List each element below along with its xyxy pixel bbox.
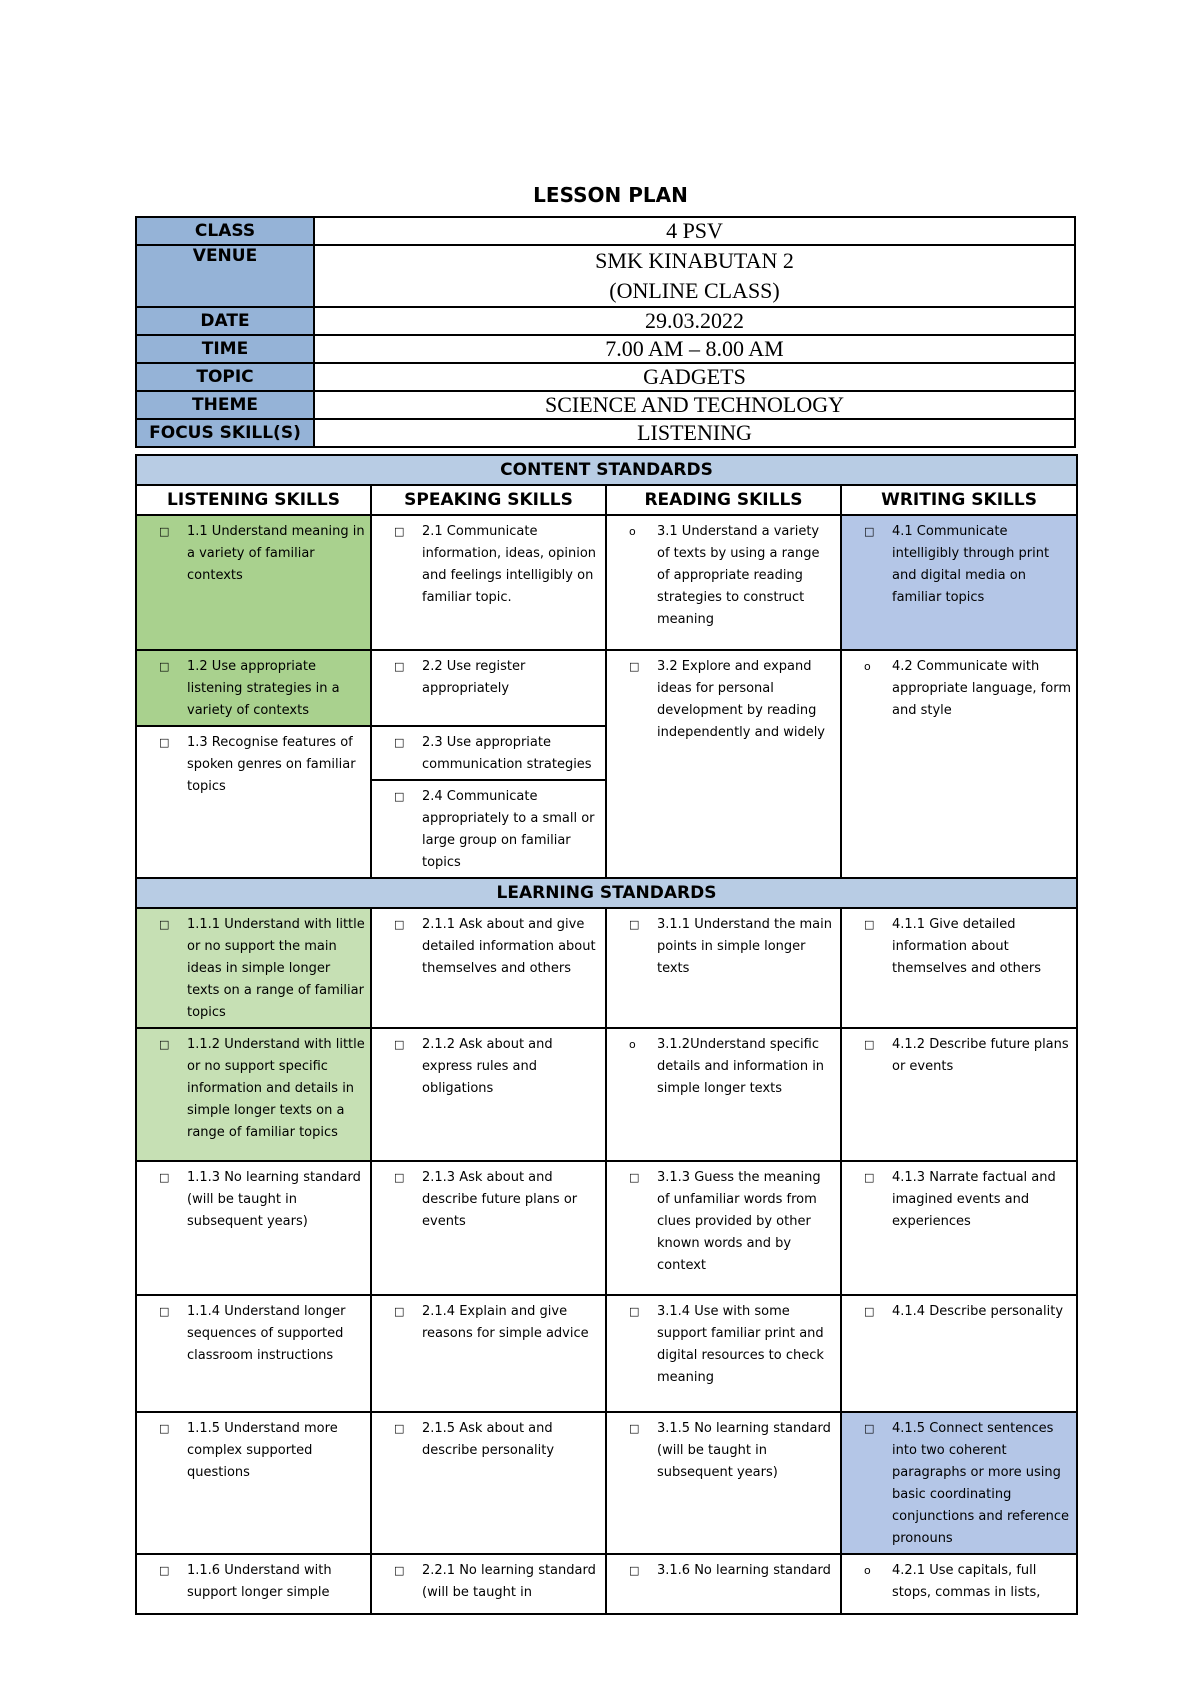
theme-label: THEME bbox=[136, 391, 314, 419]
square-bullet-icon: □ bbox=[864, 525, 875, 538]
square-bullet-icon: □ bbox=[629, 660, 640, 673]
square-bullet-icon: □ bbox=[159, 1305, 170, 1318]
content-standard-cell bbox=[136, 650, 371, 726]
content-standard-text: 2.2 Use register appropriately bbox=[422, 659, 526, 696]
learning-standard-cell bbox=[841, 1028, 1077, 1161]
square-bullet-icon: □ bbox=[864, 1038, 875, 1051]
lesson-info-table bbox=[135, 216, 1076, 448]
writing-skills-header: WRITING SKILLS bbox=[841, 485, 1077, 515]
learning-standard-cell bbox=[136, 1028, 371, 1161]
learning-standard-text: 1.1.2 Understand with little or no support specific information and details in simple longer texts on a range of familiar topics bbox=[187, 1037, 365, 1140]
learning-standard-text: 4.1.4 Describe personality bbox=[892, 1304, 1064, 1319]
circle-bullet-icon: o bbox=[864, 1564, 871, 1577]
date-value: 29.03.2022 bbox=[314, 307, 1075, 335]
listening-skills-header: LISTENING SKILLS bbox=[136, 485, 371, 515]
square-bullet-icon: □ bbox=[394, 1422, 405, 1435]
square-bullet-icon: □ bbox=[159, 736, 170, 749]
reading-skills-header: READING SKILLS bbox=[606, 485, 841, 515]
learning-standard-cell bbox=[136, 1295, 371, 1412]
learning-standard-cell bbox=[841, 1554, 1077, 1614]
learning-standard-text: 2.1.5 Ask about and describe personality bbox=[422, 1421, 555, 1458]
content-standard-text: 3.2 Explore and expand ideas for personal development by reading independently and widely bbox=[657, 659, 826, 740]
learning-standard-text: 4.2.1 Use capitals, full stops, commas in lists, bbox=[892, 1563, 1041, 1600]
content-standard-cell bbox=[606, 650, 841, 878]
venue-value: SMK KINABUTAN 2 (ONLINE CLASS) bbox=[314, 245, 1075, 307]
learning-standard-cell bbox=[606, 1161, 841, 1295]
learning-standard-cell bbox=[136, 1554, 371, 1614]
square-bullet-icon: □ bbox=[159, 1422, 170, 1435]
learning-standard-cell bbox=[371, 1412, 606, 1554]
venue-label: VENUE bbox=[136, 245, 314, 307]
content-standard-cell bbox=[371, 726, 606, 780]
content-standards-heading: CONTENT STANDARDS bbox=[136, 455, 1077, 485]
class-label: CLASS bbox=[136, 217, 314, 245]
square-bullet-icon: □ bbox=[394, 660, 405, 673]
square-bullet-icon: □ bbox=[629, 918, 640, 931]
learning-standard-cell bbox=[371, 1028, 606, 1161]
learning-standard-text: 4.1.1 Give detailed information about themselves and others bbox=[892, 917, 1041, 976]
content-standard-text: 2.1 Communicate information, ideas, opinion and feelings intelligibly on familiar topic. bbox=[422, 524, 597, 605]
square-bullet-icon: □ bbox=[159, 660, 170, 673]
square-bullet-icon: □ bbox=[159, 1038, 170, 1051]
learning-standard-cell bbox=[841, 1412, 1077, 1554]
square-bullet-icon: □ bbox=[394, 1171, 405, 1184]
focus-skill-value: LISTENING bbox=[314, 419, 1075, 447]
content-standard-cell bbox=[371, 515, 606, 650]
learning-standard-cell bbox=[841, 908, 1077, 1028]
learning-standard-cell bbox=[841, 1295, 1077, 1412]
content-standard-text: 2.3 Use appropriate communication strategies bbox=[422, 735, 592, 772]
topic-label: TOPIC bbox=[136, 363, 314, 391]
square-bullet-icon: □ bbox=[159, 1171, 170, 1184]
content-standard-text: 1.1 Understand meaning in a variety of familiar contexts bbox=[187, 524, 365, 583]
learning-standard-cell bbox=[136, 1161, 371, 1295]
square-bullet-icon: □ bbox=[864, 918, 875, 931]
content-standard-text: 4.1 Communicate intelligibly through print and digital media on familiar topics bbox=[892, 524, 1050, 605]
learning-standard-cell bbox=[606, 1412, 841, 1554]
learning-standard-text: 3.1.3 Guess the meaning of unfamiliar words from clues provided by other known words and by context bbox=[657, 1170, 821, 1273]
topic-value: GADGETS bbox=[314, 363, 1075, 391]
learning-standard-text: 1.1.5 Understand more complex supported questions bbox=[187, 1421, 338, 1480]
time-label: TIME bbox=[136, 335, 314, 363]
learning-standard-text: 4.1.3 Narrate factual and imagined events and experiences bbox=[892, 1170, 1056, 1229]
learning-standard-cell bbox=[136, 908, 371, 1028]
learning-standard-cell bbox=[606, 1028, 841, 1161]
learning-standard-text: 2.1.3 Ask about and describe future plans or events bbox=[422, 1170, 578, 1229]
square-bullet-icon: □ bbox=[159, 1564, 170, 1577]
learning-standard-cell bbox=[136, 1412, 371, 1554]
square-bullet-icon: □ bbox=[629, 1422, 640, 1435]
square-bullet-icon: □ bbox=[394, 1038, 405, 1051]
learning-standard-text: 3.1.1 Understand the main points in simple longer texts bbox=[657, 917, 832, 976]
learning-standard-text: 4.1.5 Connect sentences into two coherent paragraphs or more using basic coordinating conjunctions and reference pronouns bbox=[892, 1421, 1070, 1546]
square-bullet-icon: □ bbox=[629, 1171, 640, 1184]
learning-standard-text: 2.1.4 Explain and give reasons for simple advice bbox=[422, 1304, 589, 1341]
square-bullet-icon: □ bbox=[864, 1305, 875, 1318]
learning-standard-text: 1.1.1 Understand with little or no support the main ideas in simple longer texts on a range of familiar topics bbox=[187, 917, 365, 1020]
content-standard-cell bbox=[606, 515, 841, 650]
square-bullet-icon: □ bbox=[159, 918, 170, 931]
square-bullet-icon: □ bbox=[394, 736, 405, 749]
learning-standard-cell bbox=[371, 1295, 606, 1412]
page-title: LESSON PLAN bbox=[533, 183, 688, 207]
learning-standard-cell bbox=[841, 1161, 1077, 1295]
learning-standard-text: 2.2.1 No learning standard (will be taught in bbox=[422, 1563, 596, 1600]
content-standard-cell bbox=[136, 515, 371, 650]
learning-standard-text: 1.1.3 No learning standard (will be taught in subsequent years) bbox=[187, 1170, 361, 1229]
date-label: DATE bbox=[136, 307, 314, 335]
learning-standard-cell bbox=[371, 1161, 606, 1295]
learning-standard-text: 4.1.2 Describe future plans or events bbox=[892, 1037, 1069, 1074]
content-standard-cell bbox=[841, 515, 1077, 650]
square-bullet-icon: □ bbox=[394, 918, 405, 931]
square-bullet-icon: □ bbox=[159, 525, 170, 538]
circle-bullet-icon: o bbox=[629, 1038, 636, 1051]
content-standard-cell bbox=[371, 650, 606, 726]
learning-standard-text: 3.1.6 No learning standard bbox=[657, 1563, 831, 1578]
learning-standard-cell bbox=[371, 908, 606, 1028]
content-standard-text: 3.1 Understand a variety of texts by using a range of appropriate reading strategies to construct meaning bbox=[657, 524, 820, 627]
learning-standard-cell bbox=[606, 1295, 841, 1412]
class-value: 4 PSV bbox=[314, 217, 1075, 245]
circle-bullet-icon: o bbox=[864, 660, 871, 673]
learning-standard-cell bbox=[606, 1554, 841, 1614]
square-bullet-icon: □ bbox=[394, 1305, 405, 1318]
square-bullet-icon: □ bbox=[864, 1422, 875, 1435]
speaking-skills-header: SPEAKING SKILLS bbox=[371, 485, 606, 515]
content-standard-cell bbox=[371, 780, 606, 878]
content-standard-text: 2.4 Communicate appropriately to a small or large group on familiar topics bbox=[422, 789, 595, 870]
learning-standard-text: 1.1.4 Understand longer sequences of supported classroom instructions bbox=[187, 1304, 346, 1363]
learning-standard-text: 3.1.5 No learning standard (will be taught in subsequent years) bbox=[657, 1421, 831, 1480]
time-value: 7.00 AM – 8.00 AM bbox=[314, 335, 1075, 363]
theme-value: SCIENCE AND TECHNOLOGY bbox=[314, 391, 1075, 419]
learning-standard-cell bbox=[371, 1554, 606, 1614]
learning-standard-text: 2.1.1 Ask about and give detailed information about themselves and others bbox=[422, 917, 596, 976]
learning-standard-text: 3.1.4 Use with some support familiar print and digital resources to check meaning bbox=[657, 1304, 824, 1385]
learning-standards-heading: LEARNING STANDARDS bbox=[136, 878, 1077, 908]
square-bullet-icon: □ bbox=[394, 525, 405, 538]
square-bullet-icon: □ bbox=[394, 790, 405, 803]
content-standard-cell bbox=[136, 726, 371, 878]
square-bullet-icon: □ bbox=[394, 1564, 405, 1577]
circle-bullet-icon: o bbox=[629, 525, 636, 538]
content-standard-text: 1.2 Use appropriate listening strategies in a variety of contexts bbox=[187, 659, 340, 718]
learning-standard-text: 3.1.2Understand specific details and information in simple longer texts bbox=[657, 1037, 825, 1096]
square-bullet-icon: □ bbox=[629, 1564, 640, 1577]
learning-standard-cell bbox=[606, 908, 841, 1028]
square-bullet-icon: □ bbox=[629, 1305, 640, 1318]
focus-skill-label: FOCUS SKILL(S) bbox=[136, 419, 314, 447]
content-standard-text: 1.3 Recognise features of spoken genres on familiar topics bbox=[187, 735, 356, 794]
standards-table bbox=[135, 454, 1078, 1615]
learning-standard-text: 2.1.2 Ask about and express rules and obligations bbox=[422, 1037, 553, 1096]
content-standard-text: 4.2 Communicate with appropriate language, form and style bbox=[892, 659, 1071, 718]
content-standard-cell bbox=[841, 650, 1077, 878]
learning-standard-text: 1.1.6 Understand with support longer simple bbox=[187, 1563, 332, 1600]
square-bullet-icon: □ bbox=[864, 1171, 875, 1184]
